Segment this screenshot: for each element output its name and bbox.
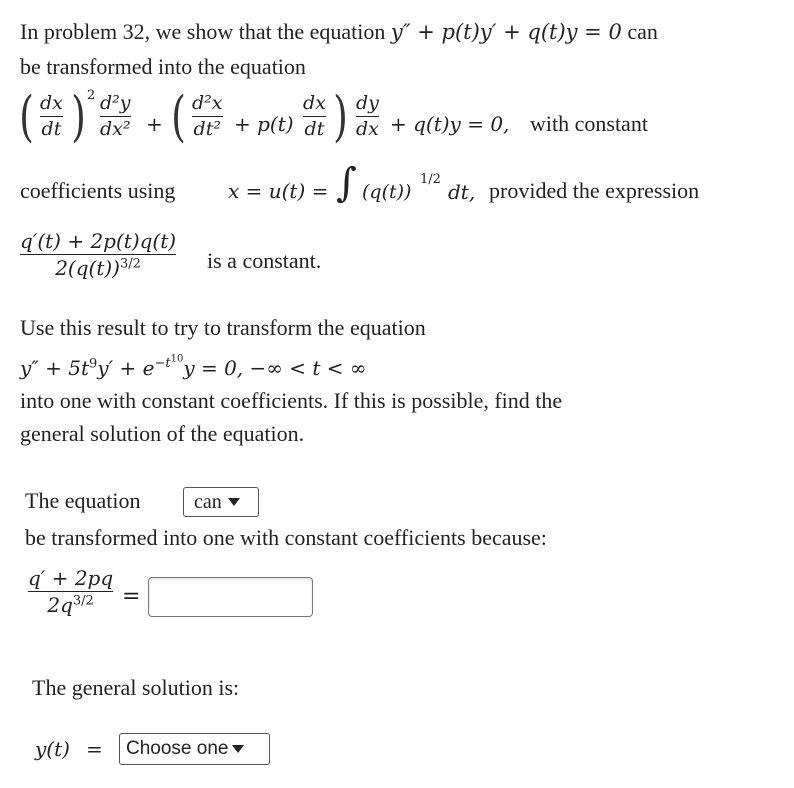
integrand: (q(t)) xyxy=(362,181,412,203)
equation-label: The equation xyxy=(25,488,141,513)
plus-sign: + xyxy=(146,112,163,136)
dx-dt-fraction-1: dx dt xyxy=(40,92,63,140)
can-select-value: can xyxy=(194,490,222,513)
transformed-tail-text: with constant xyxy=(530,111,648,136)
coef-text-1: coefficients using xyxy=(20,178,176,203)
right-paren-1: ) xyxy=(71,85,86,148)
integral-dt: dt, xyxy=(448,180,476,204)
right-paren-2: ) xyxy=(333,85,348,148)
dx-dt-fraction-2: dx dt xyxy=(303,92,326,140)
solution-select-value: Choose one xyxy=(126,738,229,759)
ode-general: y″ + p(t)y′ + q(t)y = 0 xyxy=(390,20,622,44)
general-solution-label: The general solution is: xyxy=(32,675,240,700)
task-line-1: Use this result to try to transform the equation xyxy=(20,315,426,340)
y-of-t-label: y(t) xyxy=(35,737,70,761)
intro-line-2: be transformed into the equation xyxy=(20,54,306,79)
because-text: be transformed into one with constant coefficients because: xyxy=(25,525,547,550)
intro-text: In problem 32, we show that the equation xyxy=(20,19,386,44)
expression-numerator: q′(t) + 2p(t)q(t) xyxy=(20,229,177,253)
answer-fraction xyxy=(28,567,113,616)
task-line-3: into one with constant coefficients. If this is possible, find the xyxy=(20,388,563,413)
task-equation: $y'' + 5t^9y' + e^{-t^{10}}y = 0$, −∞ < t < ∞ xyxy=(20,354,367,380)
chevron-down-icon xyxy=(228,498,240,506)
d2x-dt2-fraction: d²x dt² xyxy=(192,92,223,140)
can-cannot-select[interactable] xyxy=(183,487,259,517)
half-exponent: 1/2 xyxy=(420,172,441,187)
expression-denominator: $2(q(t))^{3/2}$ xyxy=(55,256,141,280)
answer-frac-denominator: $2q^{3/2}$ xyxy=(47,593,94,617)
general-solution-select[interactable] xyxy=(119,733,270,765)
d2y-dx2-fraction: d²y dx² xyxy=(100,92,131,140)
left-paren-1: ( xyxy=(19,85,34,148)
u-of-t: x = u(t) = xyxy=(228,179,329,203)
dy-dx-fraction: dy dx xyxy=(356,92,379,140)
constant-answer-input[interactable] xyxy=(148,577,313,617)
answer-frac-numerator: q′ + 2pq xyxy=(28,566,114,590)
task-line-4: general solution of the equation. xyxy=(20,421,305,446)
integral-sign: ∫ xyxy=(336,160,357,206)
intro-line-1 xyxy=(20,21,658,43)
chevron-down-icon xyxy=(232,745,244,753)
left-paren-2: ( xyxy=(171,85,186,148)
transformed-tail-math: + q(t)y = 0, xyxy=(390,112,510,136)
y-equals: = xyxy=(86,737,103,761)
square-exponent: 2 xyxy=(87,88,96,103)
is-constant-text: is a constant. xyxy=(207,248,322,273)
can-word: can xyxy=(627,19,658,44)
constant-expression-fraction xyxy=(20,230,176,279)
p-of-t: + p(t) xyxy=(234,112,294,136)
coef-text-2: provided the expression xyxy=(489,178,700,203)
answer-equals: = xyxy=(122,584,141,609)
